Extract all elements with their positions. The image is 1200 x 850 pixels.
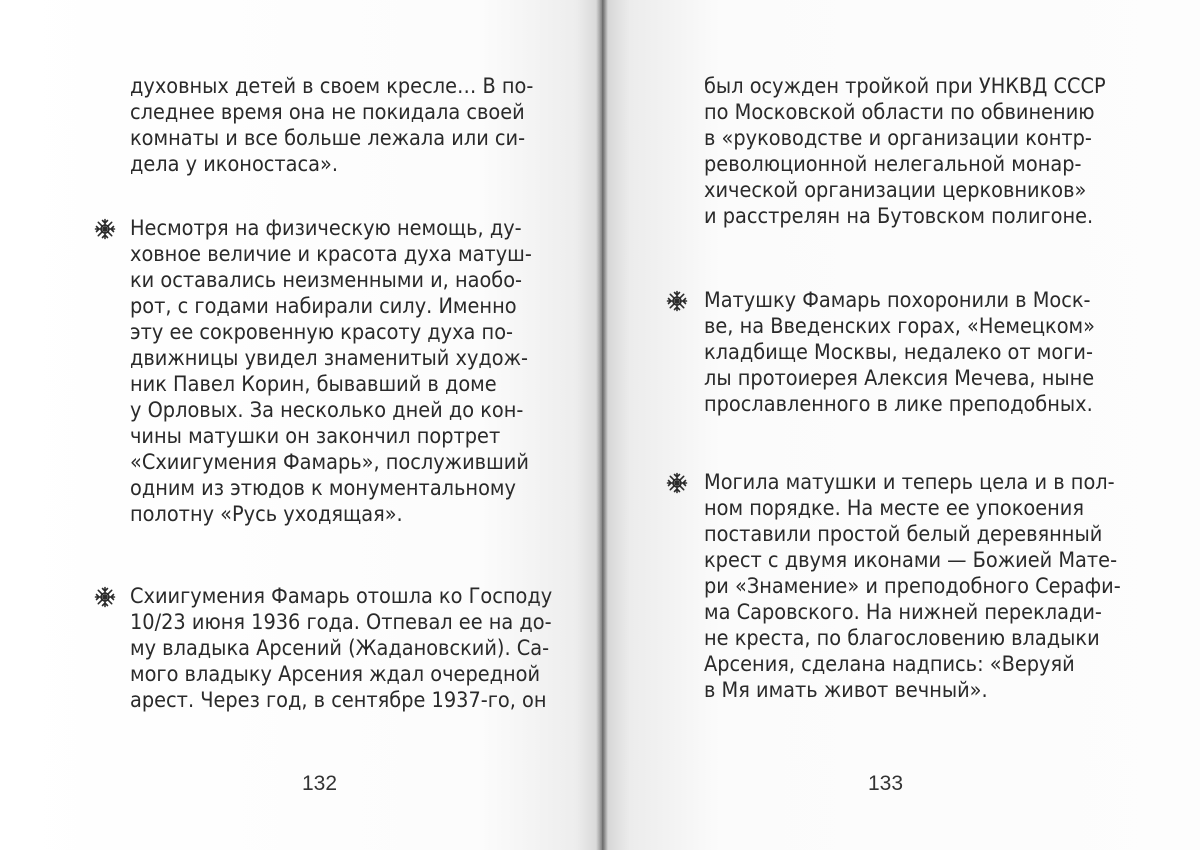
text-line: Матушку Фамарь похоронили в Моск- [704,288,1091,313]
right-paragraph-1 [704,74,1106,230]
text-line: чины матушки он закончил портрет [130,424,501,449]
page-number: 133 [868,772,904,795]
text-line: эту ее сокровенную красоту духа по- [130,320,514,345]
text-line: ве, на Введенских горах, «Немецком» [704,314,1095,339]
text-line: ма Саровского. На нижней переклади- [704,600,1102,625]
text-line: одним из этюдов к монументальному [130,476,516,501]
page-number: 132 [302,772,338,795]
text-line: в «руководстве и организации контр- [704,126,1092,151]
text-line: дела у иконостаса». [130,152,338,177]
text-line: по Московской области по обвинению [704,100,1095,125]
text-line: полотну «Русь уходящая». [130,502,403,527]
text-line: был осужден тройкой при УНКВД СССР [704,74,1106,99]
snowflake-ornament-icon [666,290,688,312]
text-line: не креста, по благословению владыки [704,626,1100,651]
text-line: 10/23 июня 1936 года. Отпевал ее на до- [130,610,552,635]
text-line: «Схиигумения Фамарь», послуживший [130,450,529,475]
text-line: мого владыку Арсения ждал очередной [130,662,541,687]
right-page [600,0,1200,850]
text-line: Схиигумения Фамарь отошла ко Господу [130,584,553,609]
text-line: крест с двумя иконами — Божией Мате- [704,548,1118,573]
left-paragraph-1 [130,74,533,178]
text-line: Арсения, сделана надпись: «Веруяй [704,652,1075,677]
text-line: кладбище Москвы, недалеко от моги- [704,340,1093,365]
text-line: ном порядке. На месте ее упокоения [704,496,1084,521]
text-line: ник Павел Корин, бывавший в доме [130,372,497,397]
snowflake-ornament-icon [94,586,116,608]
text-line: арест. Через год, в сентябре 1937-го, он [130,688,547,713]
text-line: ки оставались неизменными и, наобо- [130,268,523,293]
text-line: Несмотря на физическую немощь, ду- [130,216,522,241]
text-line: поставили простой белый деревянный [704,522,1103,547]
text-line: му владыка Арсений (Жадановский). Са- [130,636,550,661]
text-line: прославленного в лике преподобных. [704,392,1093,417]
text-line: комнаты и все больше лежала или си- [130,126,526,151]
text-line: у Орловых. За несколько дней до кон- [130,398,524,423]
text-line: революционной нелегальной монар- [704,152,1082,177]
text-line: в Мя имать живот вечный». [704,678,988,703]
text-line: хической организации церковников» [704,178,1087,203]
snowflake-ornament-icon [666,472,688,494]
text-line: лы протоиерея Алексия Мечева, ныне [704,366,1095,391]
text-line: движницы увидел знаменитый худож- [130,346,529,371]
text-line: следнее время она не покидала своей [130,100,525,125]
text-line: и расстрелян на Бутовском полигоне. [704,204,1094,229]
left-paragraph-3 [130,584,552,714]
text-line: духовных детей в своем кресле… В по- [130,74,534,99]
text-line: ховное величие и красота духа матуш- [130,242,532,267]
right-paragraph-2 [704,288,1095,418]
right-paragraph-3 [704,470,1121,704]
text-line: Могила матушки и теперь цела и в пол- [704,470,1115,495]
book-gutter [596,0,608,850]
text-line: рот, с годами набирали силу. Именно [130,294,517,319]
text-line: ри «Знамение» и преподобного Серафи- [704,574,1121,599]
snowflake-ornament-icon [94,218,116,240]
left-paragraph-2 [130,216,532,528]
